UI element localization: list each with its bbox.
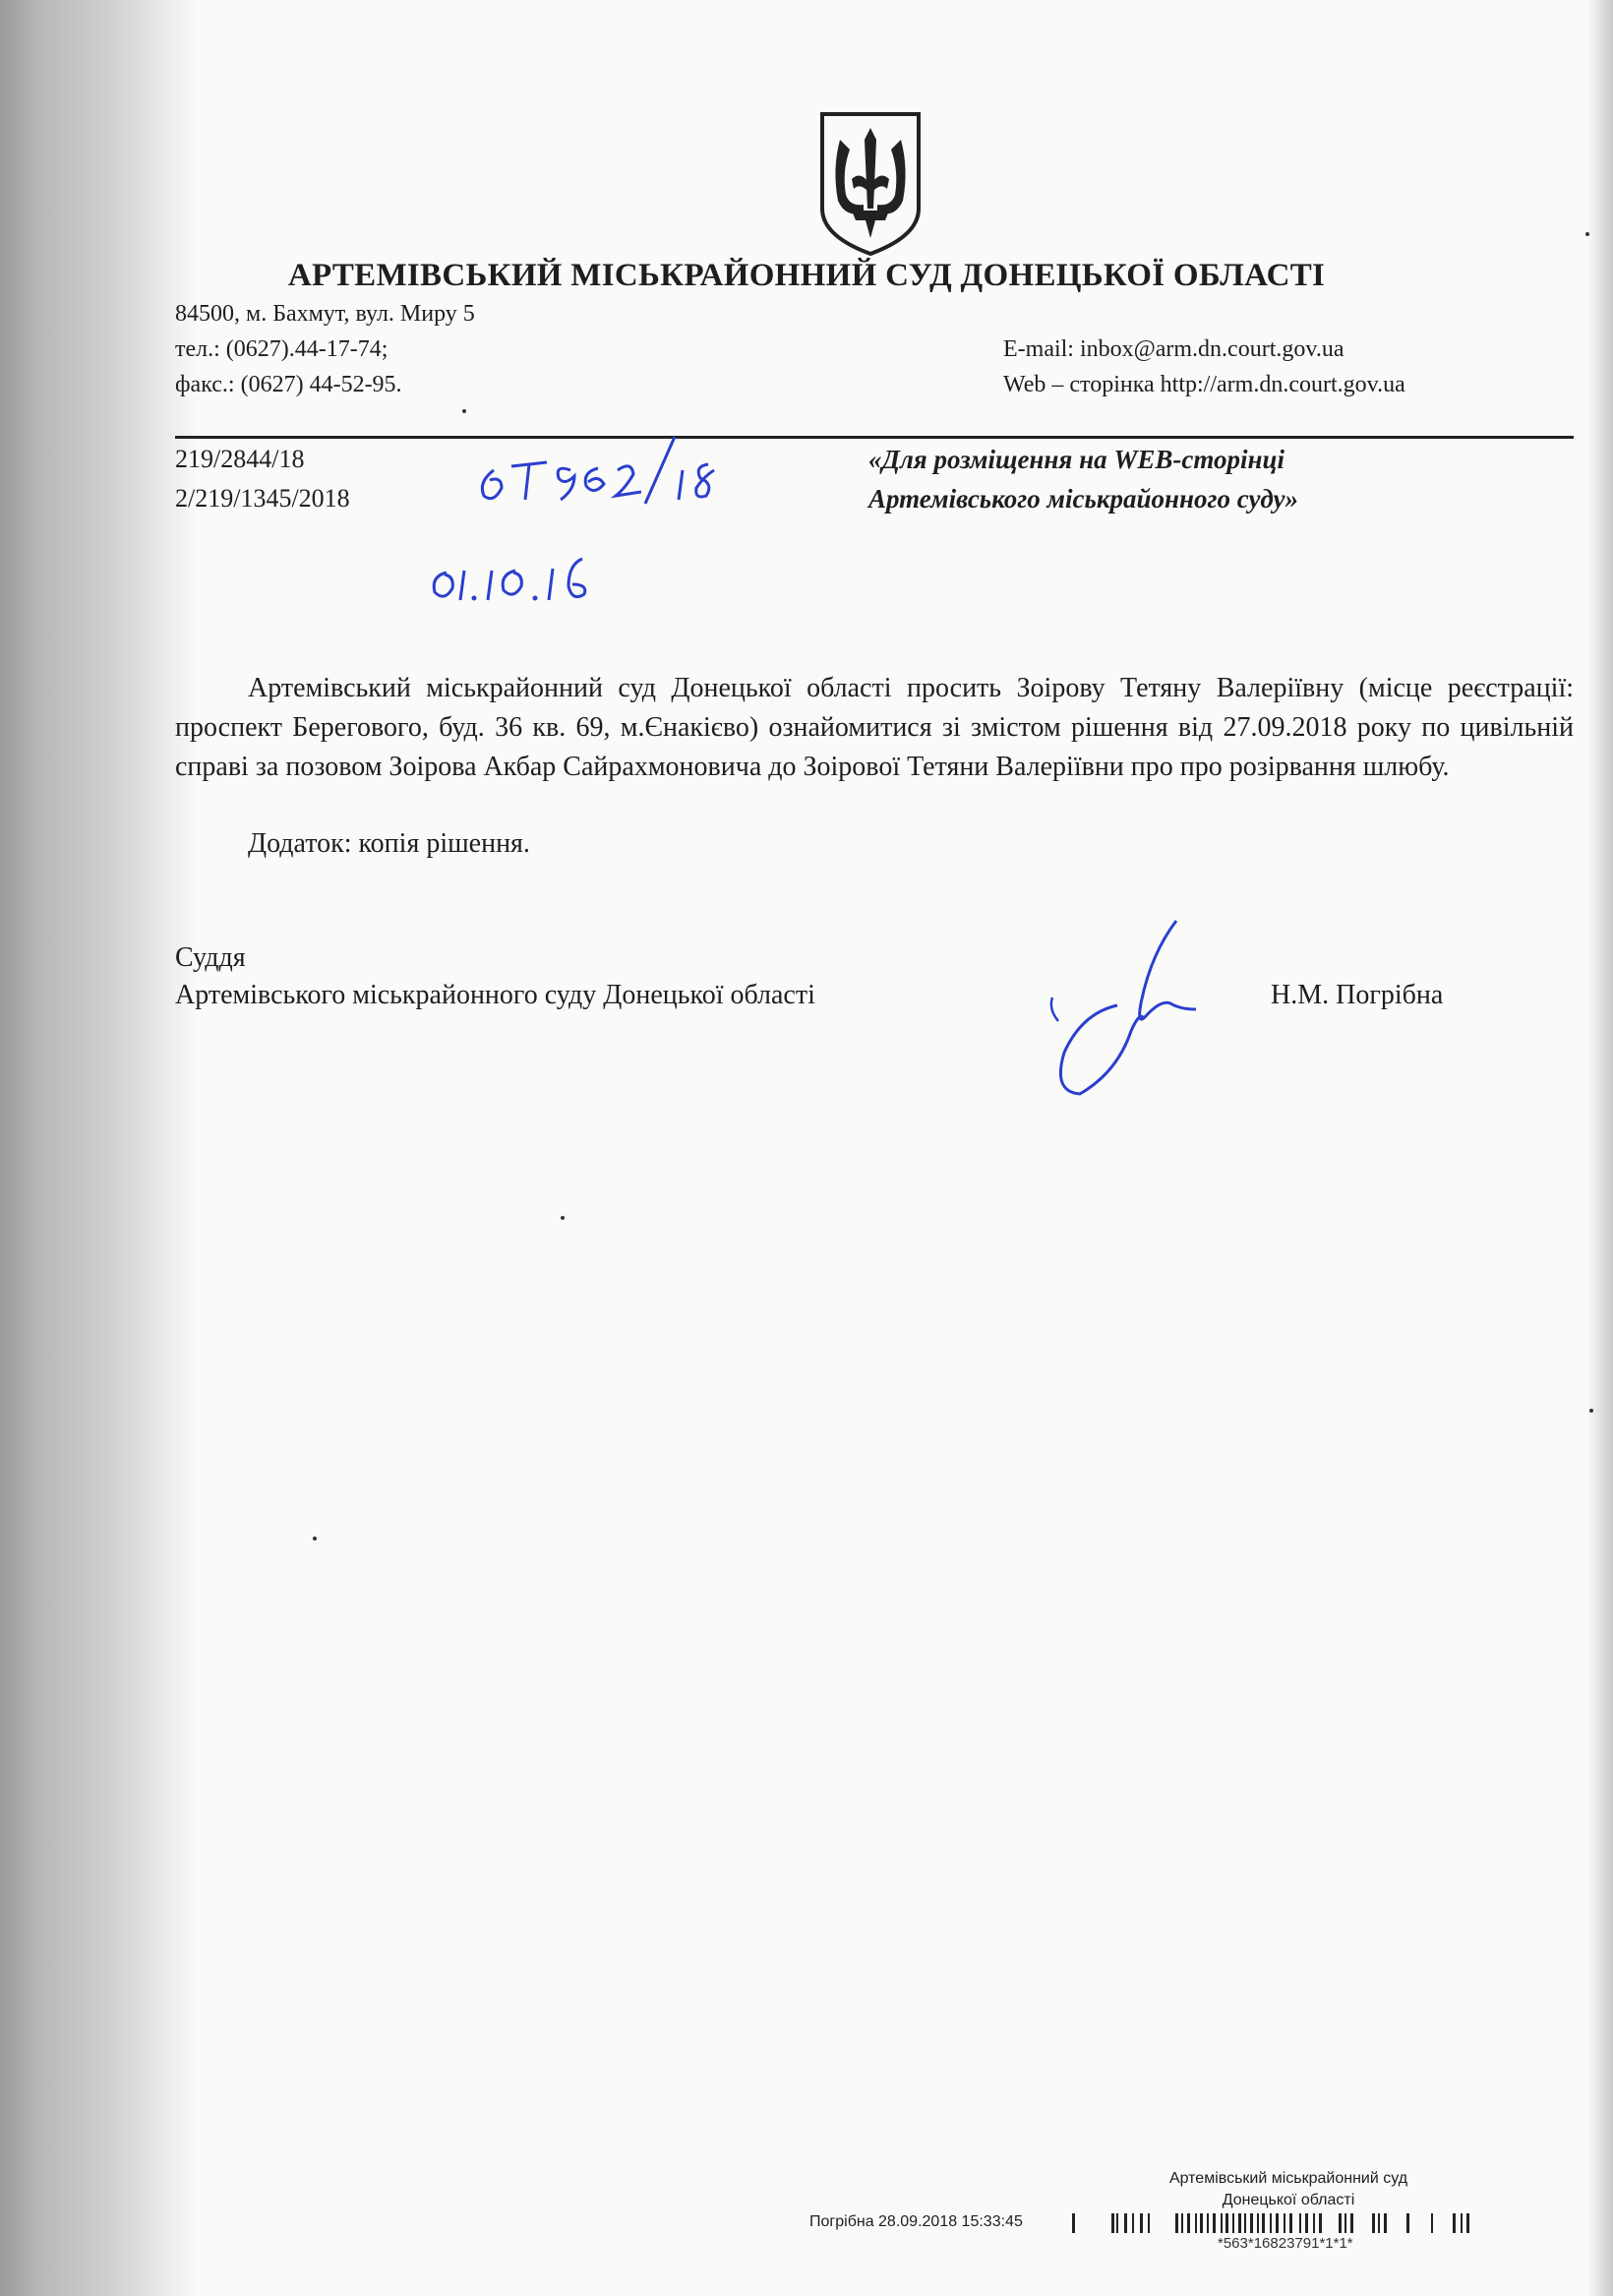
notice-line-1: «Для розміщення на WEB-сторінці bbox=[868, 445, 1284, 474]
scan-speck bbox=[1589, 1409, 1593, 1413]
case-number: 219/2844/18 bbox=[175, 445, 305, 473]
scan-speck bbox=[462, 409, 466, 413]
scan-speck bbox=[561, 1216, 565, 1220]
attachment-note: Додаток: копія рішення. bbox=[248, 828, 530, 859]
handwritten-signature bbox=[1023, 915, 1200, 1112]
proceeding-number: 2/219/1345/2018 bbox=[175, 484, 350, 513]
court-web: Web – сторінка http://arm.dn.court.gov.ua bbox=[1003, 372, 1405, 397]
body-paragraph-text: Артемівський міськрайонний суд Донецької області просить Зоірову Тетяну Валеріївну (місце реєстрації: проспект Берегового, буд. 36 кв. 69, м.Єнакієво) ознайомитися зі змістом рішення від 27.09.2018 року по цивільній справі за позовом Зоірова Акбар Сайрахмоновича до Зоірової Тетяни Валеріївни про про розірвання шлюбу. bbox=[175, 673, 1574, 782]
stamp-meta: Погрібна 28.09.2018 15:33:45 bbox=[809, 2213, 1023, 2230]
stamp-court-line-2: Донецької області bbox=[1222, 2192, 1355, 2208]
court-phone: тел.: (0627).44-17-74; bbox=[175, 336, 388, 362]
notice-line-2: Артемівського міськрайонного суду» bbox=[868, 484, 1298, 514]
scan-shadow-left bbox=[0, 0, 197, 2296]
header-divider bbox=[175, 436, 1574, 439]
coat-of-arms-icon bbox=[816, 110, 925, 258]
barcode-text: *563*16823791*1*1* bbox=[1218, 2235, 1353, 2252]
signer-role: Суддя bbox=[175, 942, 246, 973]
scan-speck bbox=[1585, 232, 1589, 236]
signer-court: Артемівського міськрайонного суду Донецької області bbox=[175, 980, 815, 1010]
court-title: АРТЕМІВСЬКИЙ МІСЬКРАЙОННИЙ СУД ДОНЕЦЬКОЇ ОБЛАСТІ bbox=[287, 258, 1326, 293]
court-email: E-mail: inbox@arm.dn.court.gov.ua bbox=[1003, 336, 1344, 362]
body-paragraph bbox=[175, 669, 1574, 787]
court-fax: факс.: (0627) 44-52-95. bbox=[175, 372, 402, 397]
stamp-court-line-1: Артемівський міськрайонний суд bbox=[1168, 2170, 1408, 2187]
handwritten-number bbox=[472, 431, 747, 510]
signer-name: Н.М. Погрібна bbox=[1271, 980, 1444, 1010]
barcode bbox=[1067, 2211, 1559, 2235]
scan-speck bbox=[313, 1537, 317, 1541]
scan-shadow-right bbox=[1587, 0, 1613, 2296]
handwritten-date bbox=[425, 547, 622, 616]
court-address: 84500, м. Бахмут, вул. Миру 5 bbox=[175, 301, 475, 327]
